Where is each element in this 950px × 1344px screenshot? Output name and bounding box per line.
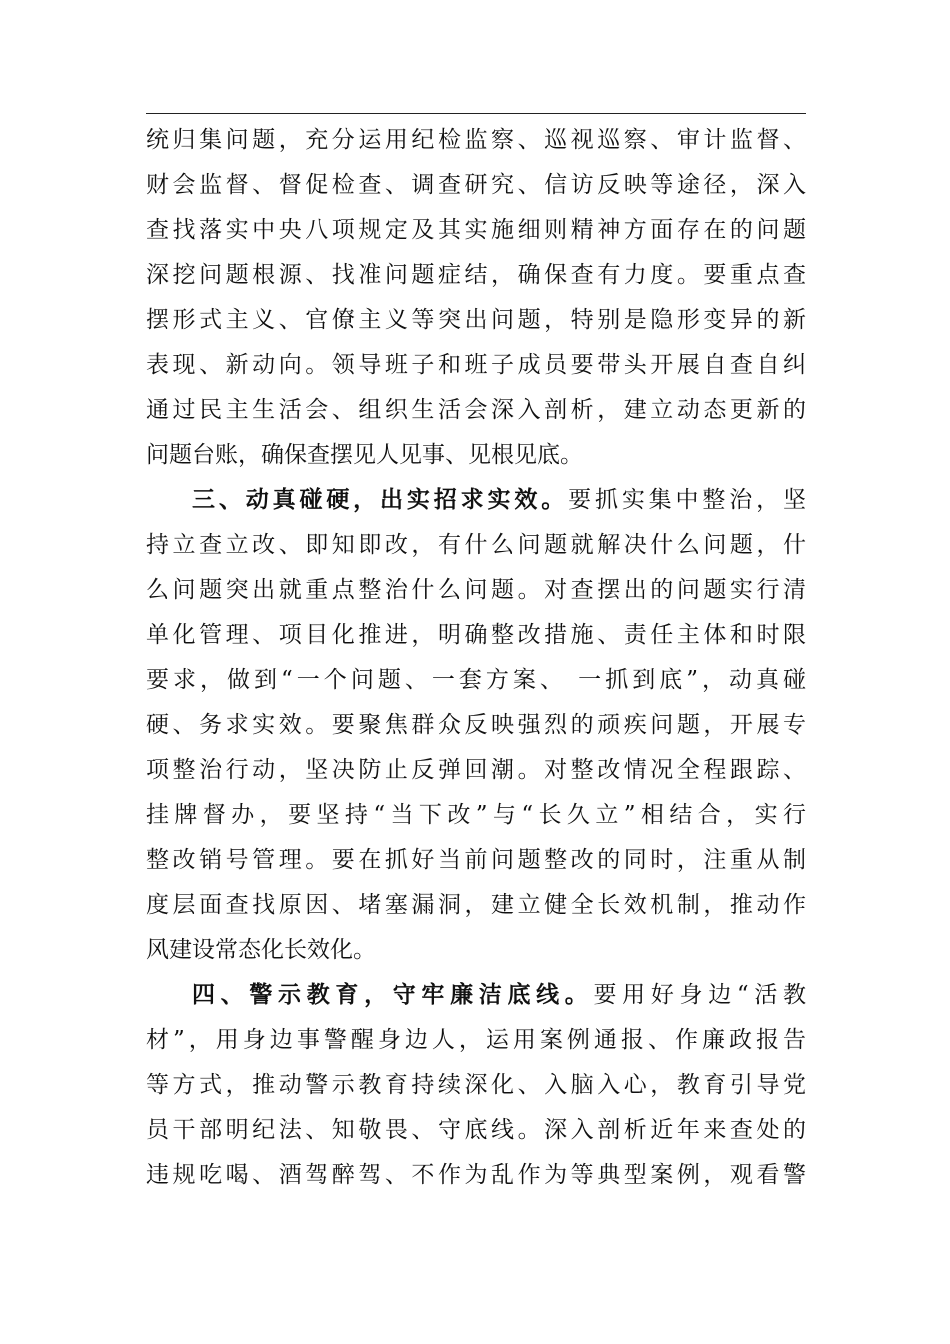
text-line: 持立查立改、即知即改，有什么问题就解决什么问题，什 xyxy=(146,532,806,558)
text-line: 问题台账，确保查摆见人见事、见根见底。 xyxy=(146,442,583,468)
text-line: 财会监督、督促检查、调查研究、信访反映等途径，深入 xyxy=(146,172,806,198)
text-line: 风建设常态化长效化。 xyxy=(146,937,376,963)
text-line: 挂牌督办，要坚持“当下改”与“长久立”相结合，实行 xyxy=(146,802,806,828)
text-line: 等方式，推动警示教育持续深化、入脑入心，教育引导党 xyxy=(146,1072,806,1098)
section-3-heading: 三、动真碰硬，出实招求实效。 xyxy=(192,487,569,513)
text-line: 项整治行动，坚决防止反弹回潮。对整改情况全程跟踪、 xyxy=(146,757,806,783)
text-line: 深挖问题根源、找准问题症结，确保查有力度。要重点查 xyxy=(146,262,806,288)
section-3-first-line xyxy=(192,478,806,522)
text-line: 硬、务求实效。要聚焦群众反映强烈的顽疾问题，开展专 xyxy=(146,712,806,738)
text-line: 度层面查找原因、堵塞漏洞，建立健全长效机制，推动作 xyxy=(146,892,806,918)
header-rule xyxy=(146,113,806,114)
section-4-first-line xyxy=(192,973,806,1017)
text-line: 表现、新动向。领导班子和班子成员要带头开展自查自纠 xyxy=(146,352,806,378)
section-4-heading: 四、警示教育，守牢廉洁底线。 xyxy=(192,982,594,1008)
section-4-first-line-text: 要用好身边“活教 xyxy=(593,982,806,1008)
text-line: 么问题突出就重点整治什么问题。对查摆出的问题实行清 xyxy=(146,577,806,603)
text-line: 违规吃喝、酒驾醉驾、不作为乱作为等典型案例，观看警 xyxy=(146,1162,806,1188)
text-line: 员干部明纪法、知敬畏、守底线。深入剖析近年来查处的 xyxy=(146,1117,806,1143)
text-line: 单化管理、项目化推进，明确整改措施、责任主体和时限 xyxy=(146,622,806,648)
text-line: 通过民主生活会、组织生活会深入剖析，建立动态更新的 xyxy=(146,397,806,423)
text-line: 要求，做到“一个问题、一套方案、 一抓到底”，动真碰 xyxy=(146,667,806,693)
text-line: 查找落实中央八项规定及其实施细则精神方面存在的问题 xyxy=(146,217,806,243)
text-line: 摆形式主义、官僚主义等突出问题，特别是隐形变异的新 xyxy=(146,307,806,333)
text-line: 统归集问题，充分运用纪检监察、巡视巡察、审计监督、 xyxy=(146,127,806,153)
section-3-first-line-text: 要抓实集中整治，坚 xyxy=(568,487,806,513)
text-line: 整改销号管理。要在抓好当前问题整改的同时，注重从制 xyxy=(146,847,806,873)
text-line: 材”，用身边事警醒身边人，运用案例通报、作廉政报告 xyxy=(146,1027,806,1053)
